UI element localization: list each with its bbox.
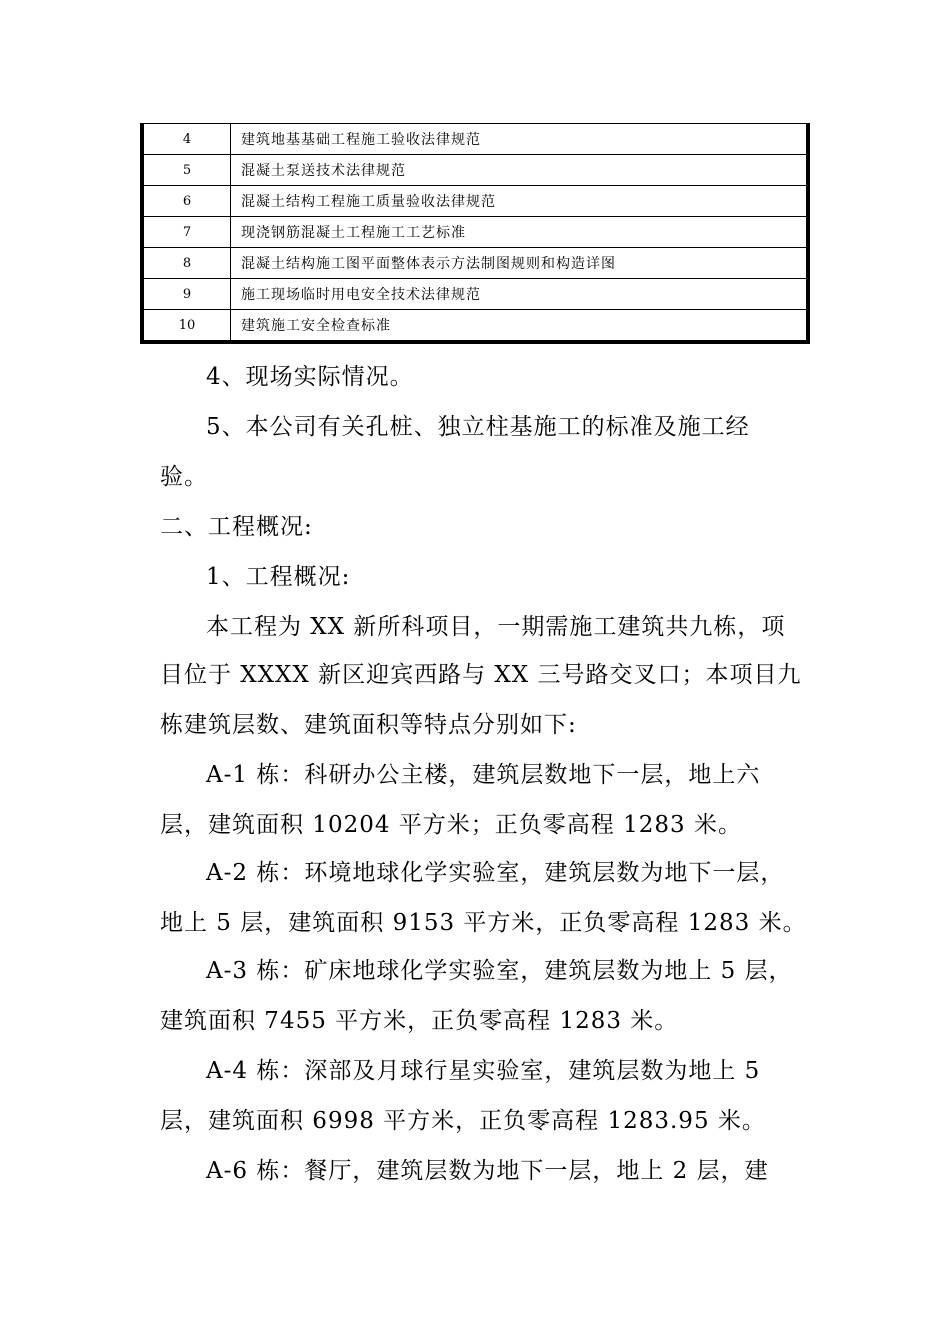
table-row bbox=[142, 124, 808, 155]
table-row bbox=[142, 186, 808, 217]
subsection-heading: 1、工程概况: bbox=[206, 564, 351, 590]
standard-name: 混凝土结构施工图平面整体表示方法制图规则和构造详图 bbox=[231, 248, 809, 279]
paragraph-line: 5、本公司有关孔桩、独立柱基施工的标准及施工经 bbox=[206, 414, 750, 440]
paragraph-line: 本工程为 XX 新所科项目，一期需施工建筑共九栋，项 bbox=[206, 614, 786, 640]
table-row bbox=[142, 279, 808, 310]
paragraph-line: 验。 bbox=[160, 464, 208, 490]
paragraph-line: A-4 栋：深部及月球行星实验室，建筑层数为地上 5 bbox=[206, 1058, 761, 1084]
row-number: 6 bbox=[142, 186, 231, 217]
paragraph-line: A-3 栋：矿床地球化学实验室，建筑层数为地上 5 层， bbox=[206, 958, 793, 984]
row-number: 4 bbox=[142, 124, 231, 155]
section-heading: 二、工程概况: bbox=[160, 514, 313, 540]
row-number: 10 bbox=[142, 310, 231, 343]
row-number: 5 bbox=[142, 155, 231, 186]
standards-table bbox=[140, 123, 810, 344]
table-row bbox=[142, 310, 808, 343]
standard-name: 施工现场临时用电安全技术法律规范 bbox=[231, 279, 809, 310]
standard-name: 现浇钢筋混凝土工程施工工艺标准 bbox=[231, 217, 809, 248]
paragraph-line: 层，建筑面积 10204 平方米；正负零高程 1283 米。 bbox=[160, 812, 742, 838]
paragraph-line: A-6 栋：餐厅，建筑层数为地下一层，地上 2 层，建 bbox=[206, 1158, 769, 1184]
standard-name: 混凝土结构工程施工质量验收法律规范 bbox=[231, 186, 809, 217]
paragraph-line: 建筑面积 7455 平方米，正负零高程 1283 米。 bbox=[160, 1008, 679, 1034]
table-row bbox=[142, 248, 808, 279]
standard-name: 混凝土泵送技术法律规范 bbox=[231, 155, 809, 186]
table-row bbox=[142, 217, 808, 248]
paragraph-line: 栋建筑层数、建筑面积等特点分别如下: bbox=[160, 712, 577, 738]
paragraph-line: 目位于 XXXX 新区迎宾西路与 XX 三号路交叉口；本项目九 bbox=[160, 662, 802, 688]
standard-name: 建筑施工安全检查标准 bbox=[231, 310, 809, 343]
row-number: 7 bbox=[142, 217, 231, 248]
paragraph-line: 层，建筑面积 6998 平方米，正负零高程 1283.95 米。 bbox=[160, 1108, 766, 1134]
row-number: 8 bbox=[142, 248, 231, 279]
paragraph-line: 地上 5 层，建筑面积 9153 平方米，正负零高程 1283 米。 bbox=[160, 910, 807, 936]
standard-name: 建筑地基基础工程施工验收法律规范 bbox=[231, 124, 809, 155]
row-number: 9 bbox=[142, 279, 231, 310]
paragraph-line: A-2 栋：环境地球化学实验室，建筑层数为地下一层， bbox=[206, 860, 785, 886]
paragraph-line: 4、现场实际情况。 bbox=[206, 364, 414, 390]
table-row bbox=[142, 155, 808, 186]
paragraph-line: A-1 栋：科研办公主楼，建筑层数地下一层，地上六 bbox=[206, 762, 761, 788]
